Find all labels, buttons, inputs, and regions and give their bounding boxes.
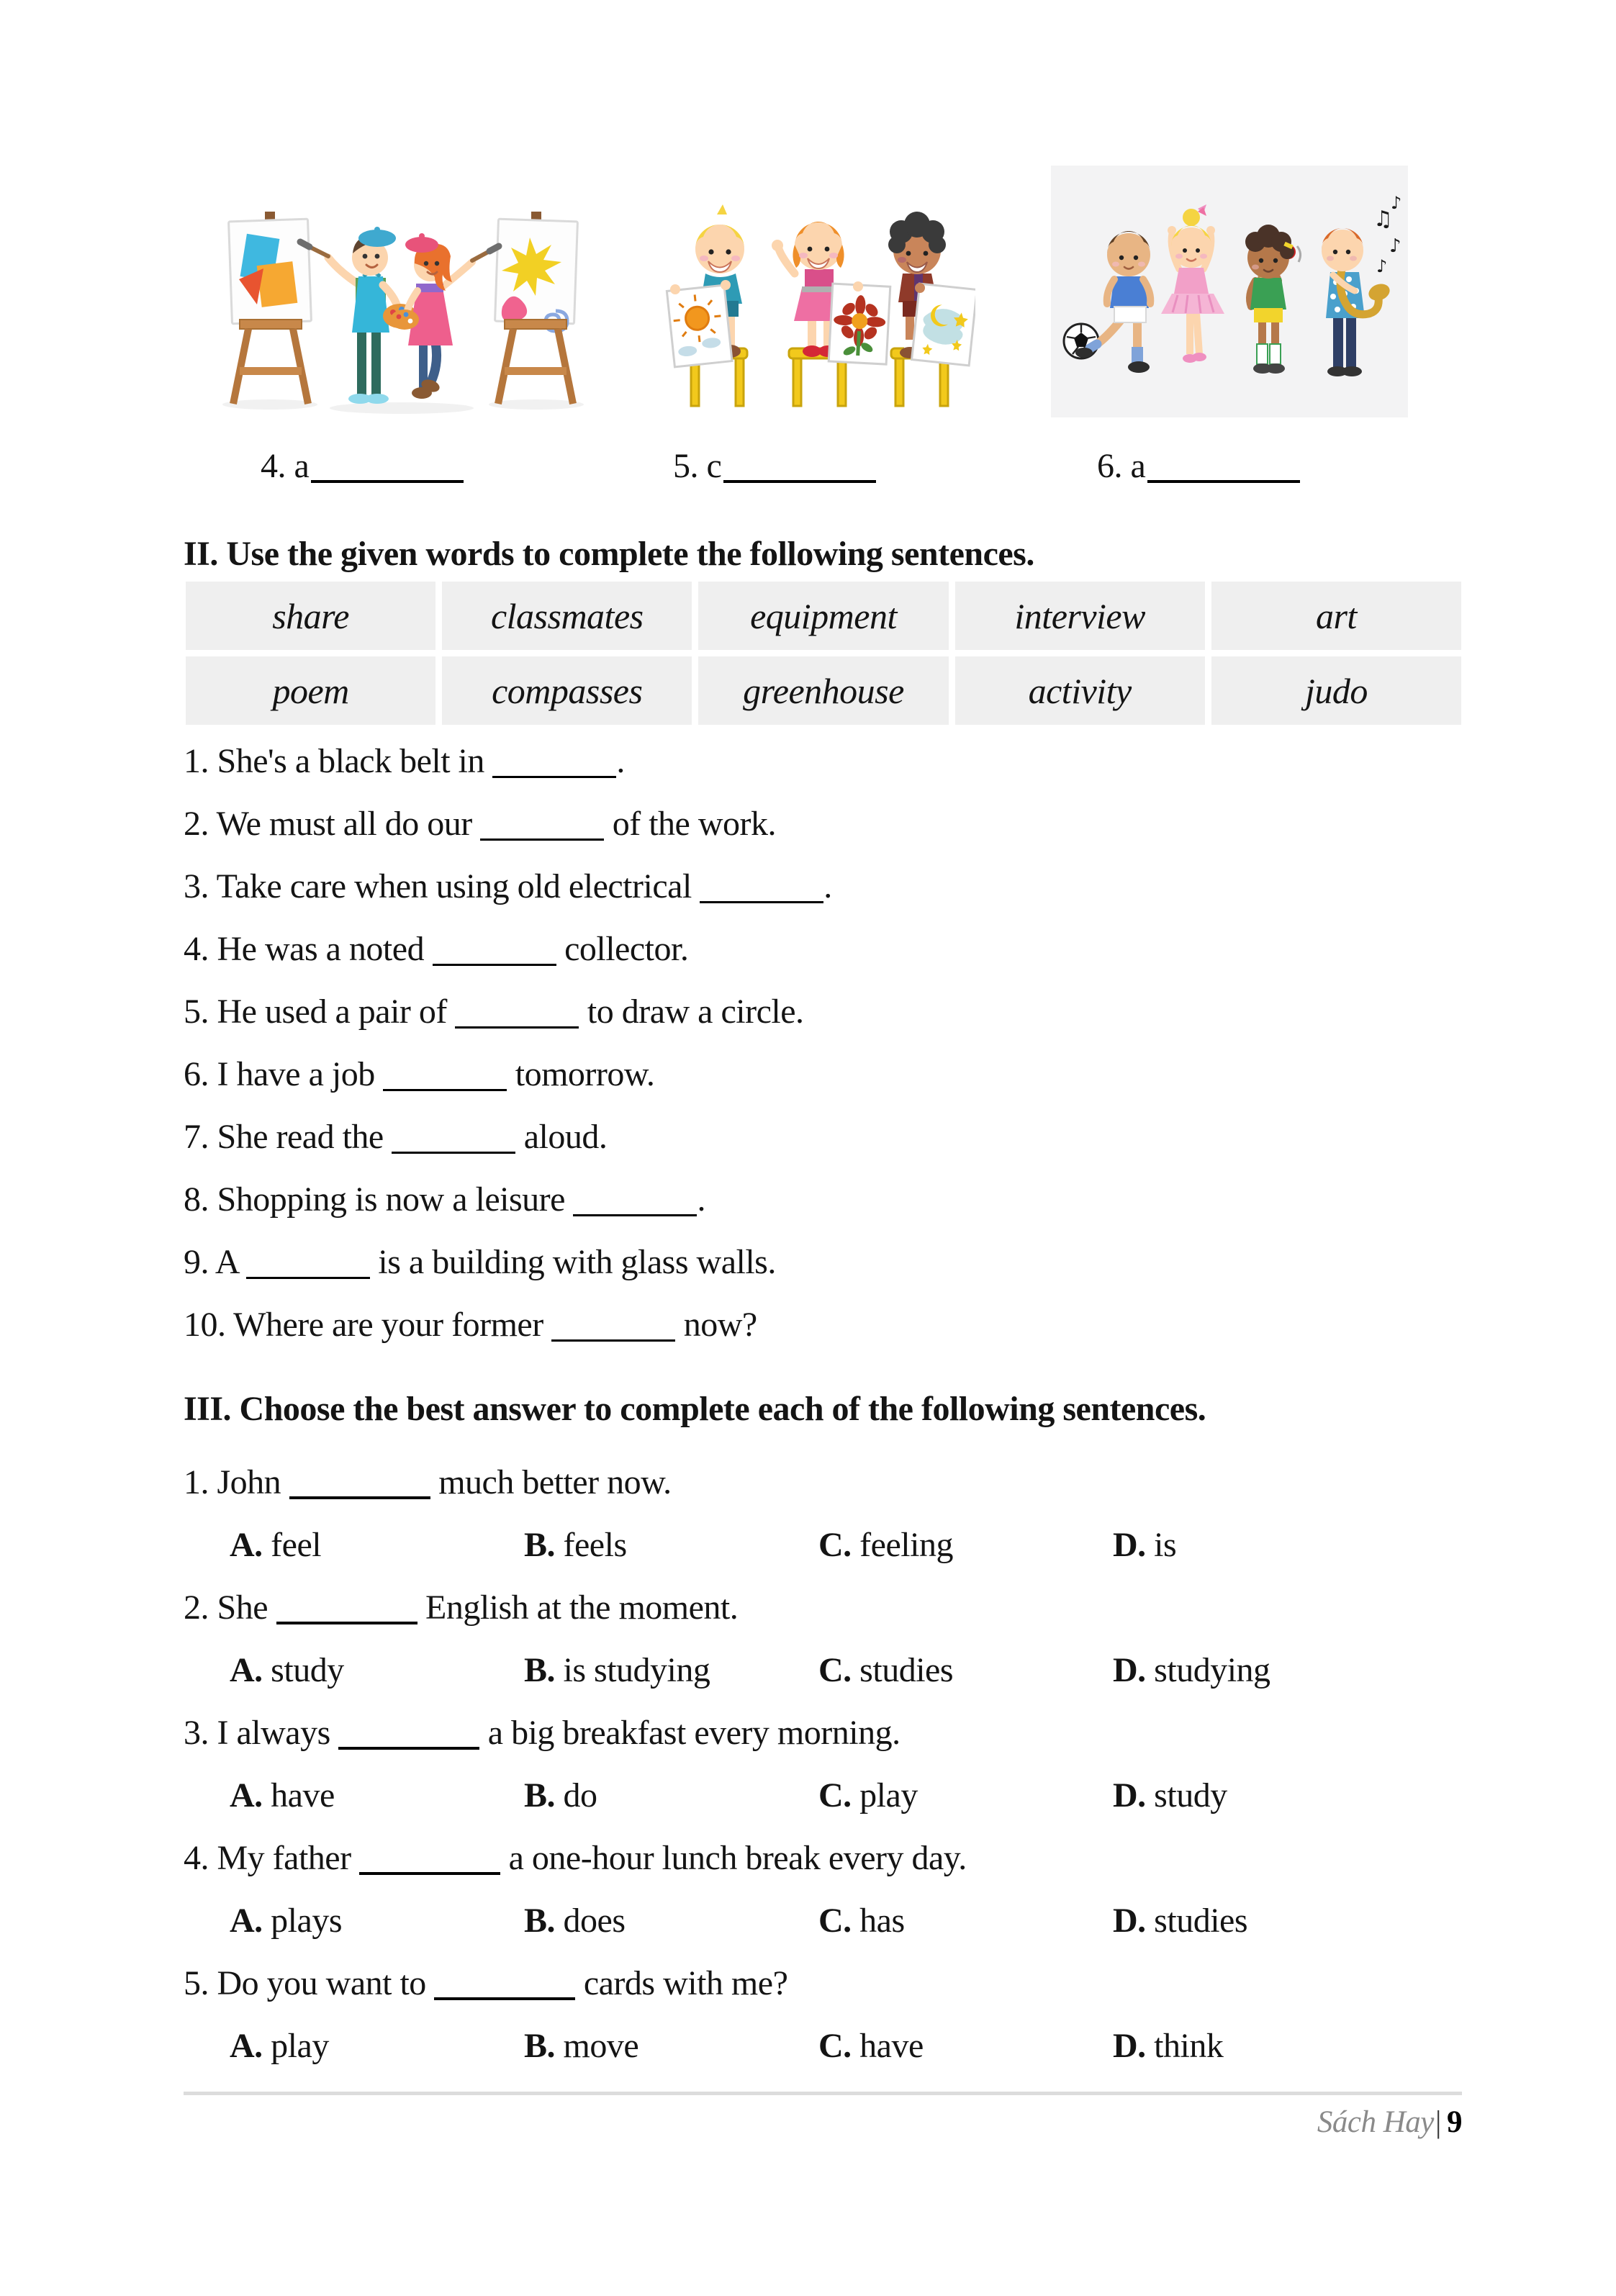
option-d: D. studying (1113, 1651, 1270, 1689)
option-c: C. play (818, 1776, 918, 1814)
word-bank-cell: share (186, 582, 435, 650)
question-sentence: 3. I always a big breakfast every morning. (184, 1714, 900, 1752)
page-footer (184, 2105, 1462, 2140)
option-a: A. have (230, 1776, 335, 1814)
fill-in-sentence: 4. He was a noted collector. (184, 930, 689, 968)
answer-blank (383, 1065, 507, 1091)
svg-text:♪: ♪ (1376, 256, 1387, 276)
word-bank-cell: equipment (698, 582, 948, 650)
section-3-heading: III. Choose the best answer to complete each of the following sentences. (184, 1390, 1206, 1428)
option-c: C. studies (818, 1651, 954, 1689)
page-number: 9 (1447, 2105, 1462, 2139)
word-bank-cell: judo (1211, 656, 1461, 725)
option-d: D. studies (1113, 1902, 1248, 1940)
question-options (184, 1889, 1270, 1952)
svg-text:♪: ♪ (1391, 193, 1401, 213)
fill-in-sentence: 2. We must all do our of the work. (184, 805, 776, 843)
answer-blank (359, 1848, 500, 1875)
question-sentence: 5. Do you want to cards with me? (184, 1964, 788, 2002)
option-c: C. have (818, 2027, 924, 2065)
answer-blank (723, 456, 876, 483)
fill-in-sentence: 8. Shopping is now a leisure . (184, 1180, 705, 1219)
answer-blank (246, 1252, 370, 1279)
caption-label: 4. a (261, 447, 310, 485)
kids-activities-svg (1051, 166, 1408, 417)
svg-text:♪: ♪ (1389, 235, 1401, 257)
caption-label: 6. a (1097, 447, 1146, 485)
answer-blank (276, 1597, 417, 1624)
answer-blank (551, 1315, 675, 1342)
option-a: A. plays (230, 1902, 342, 1940)
footer-separator: | (1435, 2105, 1441, 2139)
answer-blank (573, 1190, 697, 1216)
option-a: A. feel (230, 1526, 322, 1564)
option-c: C. has (818, 1902, 905, 1940)
answer-blank (392, 1127, 515, 1154)
fill-in-sentences (184, 730, 832, 1356)
question-options (184, 1639, 1270, 1701)
option-b: B. move (524, 2027, 639, 2065)
option-d: D. is (1113, 1526, 1177, 1564)
answer-blank (492, 751, 616, 778)
word-bank-cell: poem (186, 656, 435, 725)
answer-blank (433, 939, 556, 966)
svg-text:♫: ♫ (1373, 207, 1393, 232)
option-a: A. play (230, 2027, 329, 2065)
question-sentence: 1. John much better now. (184, 1463, 672, 1501)
fill-in-sentence: 1. She's a black belt in . (184, 742, 625, 780)
question-sentence: 2. She English at the moment. (184, 1588, 739, 1627)
fill-in-sentence: 5. He used a pair of to draw a circle. (184, 993, 804, 1031)
option-d: D. think (1113, 2027, 1224, 2065)
picture-caption-4 (261, 446, 464, 486)
option-b: B. is studying (524, 1651, 710, 1689)
multiple-choice-section (184, 1451, 1270, 2077)
answer-blank (311, 456, 464, 483)
option-b: B. do (524, 1776, 597, 1814)
picture-caption-5 (673, 446, 876, 486)
option-d: D. study (1113, 1776, 1227, 1814)
answer-blank (289, 1472, 430, 1499)
answer-blank (455, 1002, 579, 1029)
section-2-heading: II. Use the given words to complete the following sentences. (184, 535, 1034, 573)
word-bank-cell: art (1211, 582, 1461, 650)
footer-divider (184, 2092, 1462, 2095)
answer-blank (434, 1973, 575, 2000)
kids-activities-illustration (1051, 166, 1408, 417)
kids-painting-svg (216, 200, 590, 416)
caption-label: 5. c (673, 447, 722, 485)
word-bank-cell: compasses (442, 656, 692, 725)
word-bank-cell: interview (955, 582, 1205, 650)
option-b: B. does (524, 1902, 626, 1940)
option-c: C. feeling (818, 1526, 953, 1564)
question-options (184, 2015, 1270, 2077)
kids-drawing-illustration (662, 178, 975, 417)
answer-blank (480, 814, 604, 841)
fill-in-sentence: 6. I have a job tomorrow. (184, 1055, 655, 1093)
footer-brand: Sách Hay (1317, 2105, 1434, 2139)
picture-caption-6 (1097, 446, 1300, 486)
fill-in-sentence: 3. Take care when using old electrical . (184, 867, 832, 905)
fill-in-sentence: 9. A is a building with glass walls. (184, 1243, 776, 1281)
answer-blank (338, 1722, 479, 1750)
kids-drawing-svg (662, 178, 975, 417)
word-bank-cell: activity (955, 656, 1205, 725)
kids-painting-illustration (216, 200, 590, 416)
option-a: A. study (230, 1651, 344, 1689)
word-bank-cell: greenhouse (698, 656, 948, 725)
fill-in-sentence: 10. Where are your former now? (184, 1306, 757, 1344)
answer-blank (1147, 456, 1300, 483)
word-bank-cell: classmates (442, 582, 692, 650)
question-options (184, 1764, 1270, 1827)
question-options (184, 1514, 1270, 1576)
option-b: B. feels (524, 1526, 627, 1564)
question-sentence: 4. My father a one-hour lunch break every day. (184, 1839, 967, 1877)
answer-blank (700, 877, 823, 903)
fill-in-sentence: 7. She read the aloud. (184, 1118, 608, 1156)
word-bank (186, 582, 1461, 725)
